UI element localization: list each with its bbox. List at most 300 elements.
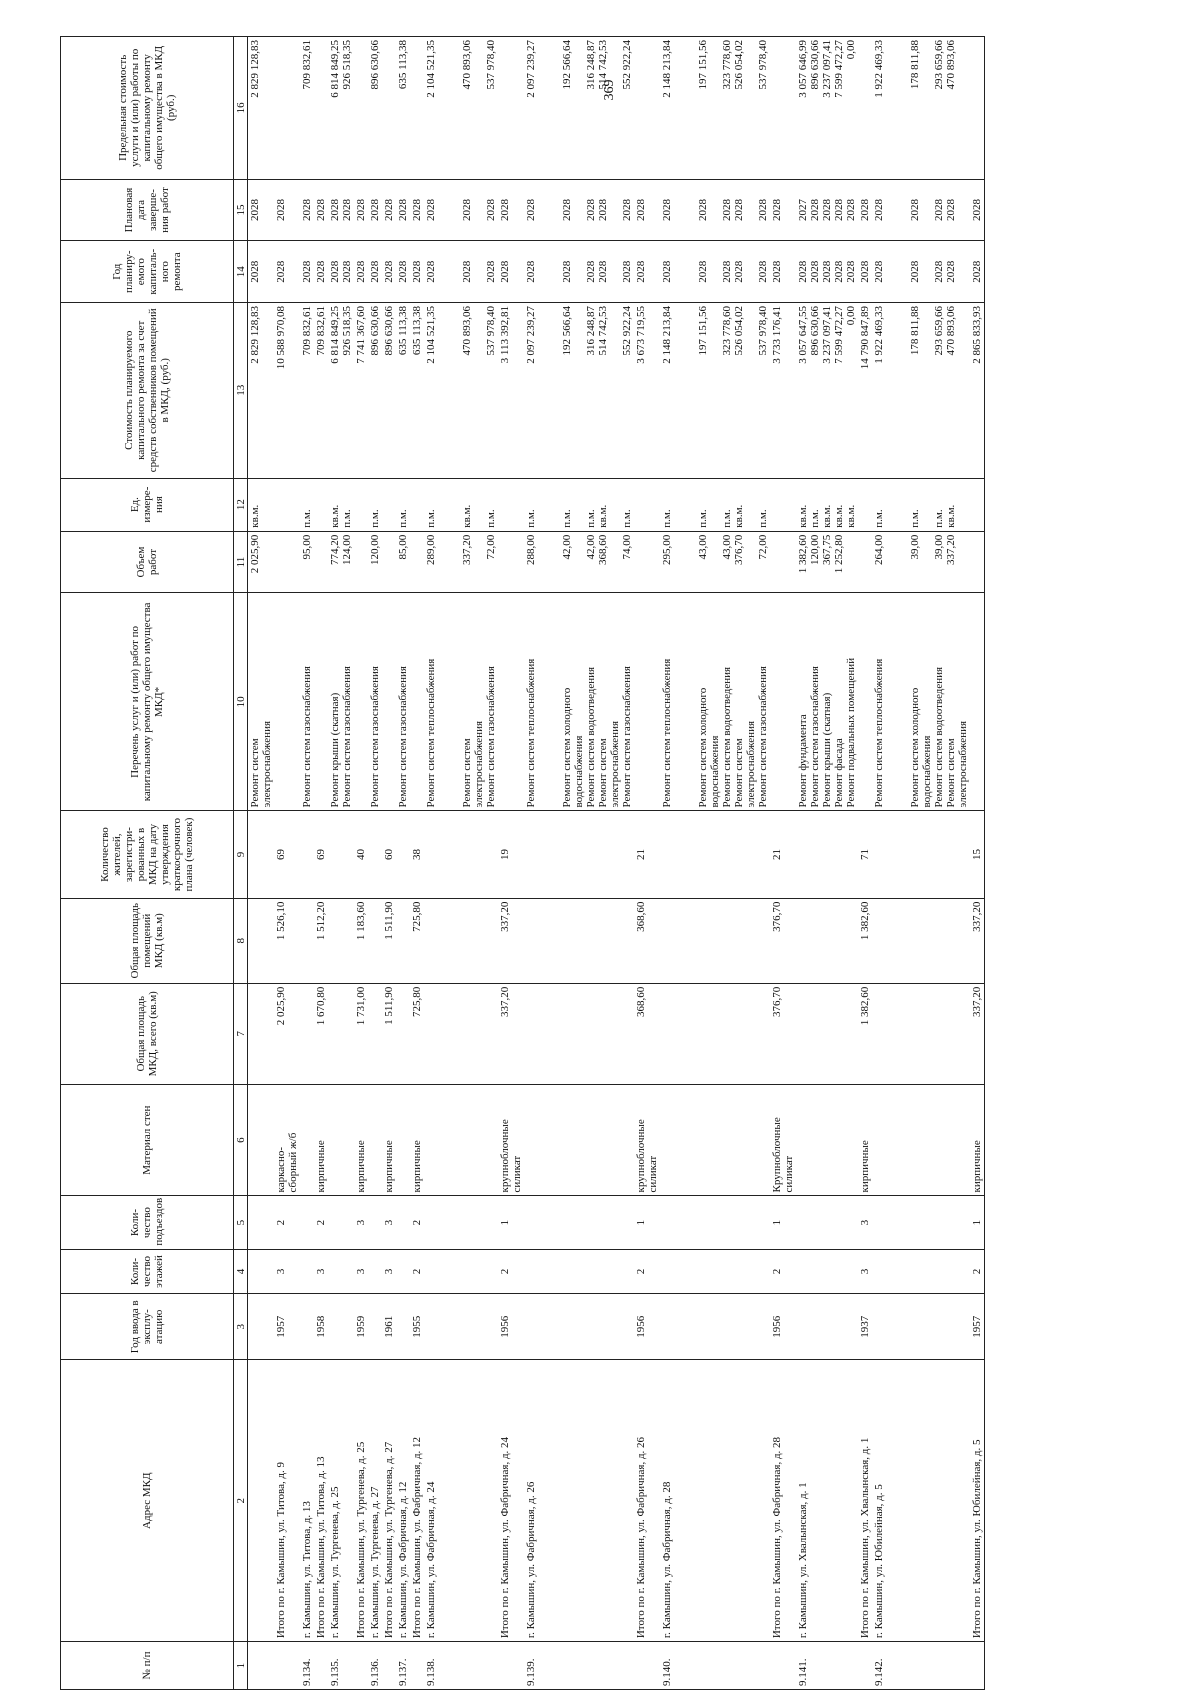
column-number-1: 1 xyxy=(234,1642,248,1690)
cell-line xyxy=(971,1645,983,1686)
cell-line: 2028 xyxy=(697,260,709,283)
cell-line xyxy=(397,814,409,894)
page-number: 369 xyxy=(602,79,617,101)
cell-line: 40 xyxy=(355,849,367,861)
cell-col-7 xyxy=(300,983,314,1084)
cell-line: 2 xyxy=(315,1219,327,1226)
cell-line: 2028 xyxy=(933,199,945,221)
cell-line: 60 xyxy=(383,849,395,861)
cell-line: 39,00 xyxy=(909,534,921,560)
cell-col-13 xyxy=(634,303,660,479)
cell-line xyxy=(661,1253,673,1291)
cell-line: 2028 xyxy=(621,260,633,283)
cell-line xyxy=(673,535,685,590)
cell-col-4 xyxy=(248,1249,275,1294)
cell-col-2 xyxy=(368,1360,382,1642)
cell-line xyxy=(897,244,909,299)
cell-line xyxy=(425,1297,437,1356)
cell-col-5 xyxy=(634,1196,660,1249)
cell-line xyxy=(425,1199,437,1245)
cell-col-16 xyxy=(872,37,970,180)
cell-line xyxy=(275,535,287,590)
cell-col-10 xyxy=(328,593,354,811)
cell-line xyxy=(301,1253,313,1291)
column-header-3: Год ввода в эксплу-атацию xyxy=(61,1294,234,1360)
cell-line xyxy=(709,482,721,528)
cell-col-15 xyxy=(354,179,368,241)
cell-line xyxy=(897,596,909,807)
cell-line xyxy=(745,306,757,475)
cell-col-16 xyxy=(328,37,354,180)
cell-line: 2028 xyxy=(585,199,597,221)
cell-line xyxy=(537,183,549,238)
cell-line: 2028 xyxy=(845,260,857,283)
cell-line: 2 025,90 xyxy=(249,534,261,574)
column-header-9: Количество жителей, зарегистри-рованных в МКД на дату утверждения краткосрочного плана (человек) xyxy=(61,811,234,898)
cell-line: Итого по г. Камышин, ул. Хвалынская, д. 1 xyxy=(859,1437,871,1639)
cell-line: 1 922 469,33 xyxy=(873,306,885,364)
cell-line: 2028 xyxy=(597,199,609,221)
cell-line: 1956 xyxy=(771,1315,783,1338)
cell-line: водоснабжения xyxy=(709,735,721,808)
cell-line xyxy=(885,596,897,807)
cell-line xyxy=(673,244,685,299)
cell-line xyxy=(885,244,897,299)
column-header-1: № п/п xyxy=(61,1642,234,1690)
cell-col-5 xyxy=(498,1196,524,1249)
cell-line: 120,00 xyxy=(369,534,381,565)
cell-col-5 xyxy=(354,1196,368,1249)
cell-line: 9.142. xyxy=(873,1658,885,1686)
cell-line xyxy=(249,1645,261,1686)
cell-line xyxy=(661,1297,673,1356)
column-header-13: Стоимость планируемого капитального ремонта за счет средств собственников помещений в МКД, (руб.) xyxy=(61,303,234,479)
cell-col-3 xyxy=(354,1294,368,1360)
cell-col-10 xyxy=(274,593,300,811)
header-row xyxy=(61,37,234,1690)
cell-col-16 xyxy=(660,37,770,180)
cell-line: кв.м. xyxy=(329,504,341,528)
cell-line: 2028 xyxy=(757,260,769,283)
cell-line: Ремонт систем теплоснабжения xyxy=(425,658,437,808)
cell-line xyxy=(971,40,983,176)
cell-col-6 xyxy=(314,1084,328,1196)
cell-col-5 xyxy=(524,1196,634,1249)
cell-line xyxy=(537,306,549,475)
cell-line: 2028 xyxy=(561,260,573,283)
column-number-8: 8 xyxy=(234,898,248,983)
cell-line: 9.134. xyxy=(301,1658,313,1686)
cell-col-1 xyxy=(300,1642,314,1690)
cell-col-1 xyxy=(424,1642,498,1690)
cell-line: 2028 xyxy=(355,260,367,283)
cell-line: 368,60 xyxy=(597,534,609,565)
cell-line xyxy=(525,1088,537,1193)
cell-line: 3 xyxy=(315,1268,327,1275)
cell-line xyxy=(921,535,933,590)
cell-col-15 xyxy=(410,179,424,241)
cell-col-6 xyxy=(368,1084,382,1196)
cell-line xyxy=(745,40,757,176)
cell-line xyxy=(921,306,933,475)
cell-col-10 xyxy=(410,593,424,811)
cell-col-9 xyxy=(396,811,410,898)
cell-line: 337,20 xyxy=(499,901,511,932)
cell-col-2 xyxy=(970,1360,985,1642)
cell-line: 896 630,66 xyxy=(369,306,381,356)
cell-col-9 xyxy=(368,811,382,898)
cell-col-7 xyxy=(498,983,524,1084)
table-row xyxy=(770,37,796,1690)
cell-line xyxy=(301,1088,313,1193)
cell-line: силикат xyxy=(647,1155,659,1193)
cell-line: 2 829 128,83 xyxy=(249,306,261,364)
cell-line: сборный ж/б xyxy=(287,1132,299,1193)
cell-col-16 xyxy=(410,37,424,180)
cell-col-2 xyxy=(872,1360,970,1642)
cell-line xyxy=(921,183,933,238)
cell-line: 2028 xyxy=(971,199,983,221)
cell-line xyxy=(411,40,423,176)
cell-col-13 xyxy=(770,303,796,479)
cell-line: 2028 xyxy=(275,199,287,221)
cell-line: 2028 xyxy=(933,260,945,283)
cell-col-1 xyxy=(354,1642,368,1690)
cell-line xyxy=(525,902,537,980)
cell-col-6 xyxy=(328,1084,354,1196)
cell-line: кирпичные xyxy=(315,1140,327,1193)
cell-line: 9.135. xyxy=(329,1658,341,1686)
cell-col-8 xyxy=(328,898,354,983)
cell-line: 2028 xyxy=(859,199,871,221)
cell-line: 367,75 xyxy=(821,534,833,565)
table-row xyxy=(498,37,524,1690)
cell-line xyxy=(573,535,585,590)
cell-line: 2 148 213,84 xyxy=(661,40,673,98)
cell-col-12 xyxy=(274,478,300,531)
cell-col-16 xyxy=(382,37,396,180)
cell-line xyxy=(355,596,367,807)
cell-line: г. Камышин, ул. Юбилейная, д. 5 xyxy=(873,1484,885,1639)
cell-col-15 xyxy=(248,179,275,241)
cell-col-1 xyxy=(314,1642,328,1690)
cell-line xyxy=(709,183,721,238)
cell-line xyxy=(635,535,647,590)
cell-line: Итого по г. Камышин, ул. Юбилейная, д. 5 xyxy=(971,1439,983,1639)
cell-col-11 xyxy=(858,531,872,593)
cell-line xyxy=(685,306,697,475)
cell-line: 69 xyxy=(275,849,287,861)
cell-line: 2028 xyxy=(661,199,673,221)
cell-col-3 xyxy=(770,1294,796,1360)
column-number-3: 3 xyxy=(234,1294,248,1360)
cell-line: Ремонт систем xyxy=(733,738,745,808)
cell-col-8 xyxy=(314,898,328,983)
cell-line xyxy=(355,535,367,590)
cell-line: 1961 xyxy=(383,1315,395,1338)
cell-line: водоснабжения xyxy=(573,735,585,808)
cell-col-2 xyxy=(796,1360,858,1642)
cell-line: 6 814 849,25 xyxy=(329,40,341,98)
cell-line: Ремонт систем газоснабжения xyxy=(301,666,313,808)
cell-line xyxy=(971,535,983,590)
cell-col-14 xyxy=(424,241,498,303)
cell-line: 2028 xyxy=(809,260,821,283)
cell-line xyxy=(383,535,395,590)
cell-line: 2028 xyxy=(635,199,647,221)
cell-line: 2028 xyxy=(341,199,353,221)
cell-line: 2028 xyxy=(425,199,437,221)
cell-col-11 xyxy=(396,531,410,593)
cell-line xyxy=(369,1297,381,1356)
cell-line: кирпичные xyxy=(859,1140,871,1193)
cell-line: 2028 xyxy=(525,199,537,221)
cell-line: 2027 xyxy=(797,199,809,221)
cell-line xyxy=(369,814,381,894)
cell-line: 2028 xyxy=(909,199,921,221)
cell-line: 1 252,80 xyxy=(833,534,845,574)
cell-col-10 xyxy=(872,593,970,811)
cell-line: 72,00 xyxy=(485,534,497,560)
cell-col-8 xyxy=(248,898,275,983)
cell-col-12 xyxy=(970,478,985,531)
cell-line xyxy=(397,987,409,1081)
cell-col-1 xyxy=(410,1642,424,1690)
cell-line: 9.138. xyxy=(425,1658,437,1686)
cell-line: 316 248,87 xyxy=(585,306,597,356)
cell-line: 178 811,88 xyxy=(909,40,921,90)
cell-col-6 xyxy=(796,1084,858,1196)
cell-line: 2 829 128,83 xyxy=(249,40,261,98)
cell-line: Ремонт систем xyxy=(249,738,261,808)
cell-line: 2 xyxy=(411,1268,423,1275)
cell-col-12 xyxy=(368,478,382,531)
cell-line: Итого по г. Камышин, ул. Фабричная, д. 24 xyxy=(499,1436,511,1639)
cell-line: Ремонт систем xyxy=(597,738,609,808)
table-row xyxy=(396,37,410,1690)
cell-line xyxy=(549,596,561,807)
cell-col-13 xyxy=(382,303,396,479)
cell-line: 1 526,10 xyxy=(275,901,287,941)
cell-line: 2 xyxy=(499,1268,511,1275)
cell-line: Ремонт систем xyxy=(945,738,957,808)
cell-col-8 xyxy=(382,898,396,983)
cell-line: 9.137. xyxy=(397,1658,409,1686)
cell-col-7 xyxy=(424,983,498,1084)
cell-col-5 xyxy=(396,1196,410,1249)
cell-line: 3 xyxy=(275,1268,287,1275)
cell-col-4 xyxy=(300,1249,314,1294)
cell-line: 1 511,90 xyxy=(383,901,395,940)
cell-col-1 xyxy=(498,1642,524,1690)
cell-line xyxy=(549,183,561,238)
cell-line xyxy=(437,535,449,590)
cell-line xyxy=(301,987,313,1081)
cell-line xyxy=(249,1363,261,1638)
cell-line: 1 670,80 xyxy=(315,986,327,1026)
cell-line xyxy=(885,306,897,475)
cell-line: кирпичные xyxy=(411,1140,423,1193)
cell-line: 725,80 xyxy=(411,901,423,932)
cell-col-6 xyxy=(382,1084,396,1196)
column-header-14: Год планиру-емого капиталь-ного ремонта xyxy=(61,241,234,303)
cell-col-3 xyxy=(858,1294,872,1360)
cell-col-1 xyxy=(274,1642,300,1690)
cell-line: 192 566,64 xyxy=(561,40,573,90)
cell-line xyxy=(249,902,261,980)
cell-line: 2028 xyxy=(945,260,957,283)
cell-col-1 xyxy=(858,1642,872,1690)
cell-line: п.м. xyxy=(485,509,497,528)
cell-line: 293 659,66 xyxy=(933,306,945,356)
cell-line: кирпичные xyxy=(383,1140,395,1193)
cell-line: 537 978,40 xyxy=(485,40,497,90)
cell-col-8 xyxy=(660,898,770,983)
table-row xyxy=(314,37,328,1690)
cell-line: 2028 xyxy=(315,260,327,283)
cell-col-13 xyxy=(396,303,410,479)
cell-col-6 xyxy=(396,1084,410,1196)
cell-line: силикат xyxy=(511,1155,523,1193)
cell-col-13 xyxy=(524,303,634,479)
cell-col-13 xyxy=(970,303,985,479)
cell-line xyxy=(797,814,809,894)
cell-line xyxy=(249,987,261,1081)
cell-col-12 xyxy=(396,478,410,531)
cell-line: 3 237 097,41 xyxy=(821,306,833,364)
cell-line xyxy=(473,183,485,238)
cell-col-8 xyxy=(872,898,970,983)
cell-col-9 xyxy=(354,811,368,898)
cell-col-9 xyxy=(970,811,985,898)
cell-col-4 xyxy=(424,1249,498,1294)
cell-col-4 xyxy=(314,1249,328,1294)
cell-col-10 xyxy=(396,593,410,811)
cell-col-15 xyxy=(634,179,660,241)
cell-line: 1 511,90 xyxy=(383,986,395,1025)
cell-line xyxy=(449,596,461,807)
table-row xyxy=(328,37,354,1690)
cell-line: Ремонт систем газоснабжения xyxy=(397,666,409,808)
cell-col-15 xyxy=(770,179,796,241)
cell-line: 1957 xyxy=(971,1315,983,1338)
cell-col-10 xyxy=(970,593,985,811)
cell-line: п.м. xyxy=(933,509,945,528)
cell-col-14 xyxy=(382,241,396,303)
column-number-4: 4 xyxy=(234,1249,248,1294)
cell-line xyxy=(249,1088,261,1193)
cell-col-9 xyxy=(382,811,396,898)
cell-line: п.м. xyxy=(757,509,769,528)
cell-line: 288,00 xyxy=(525,534,537,565)
cell-col-15 xyxy=(872,179,970,241)
cell-col-15 xyxy=(970,179,985,241)
cell-col-13 xyxy=(410,303,424,479)
cell-line: п.м. xyxy=(397,509,409,528)
cell-line: силикат xyxy=(783,1155,795,1193)
cell-col-6 xyxy=(524,1084,634,1196)
cell-col-7 xyxy=(796,983,858,1084)
cell-col-1 xyxy=(660,1642,770,1690)
cell-line: Ремонт систем теплоснабжения xyxy=(873,658,885,808)
cell-line xyxy=(329,1199,341,1245)
cell-line: 295,00 xyxy=(661,534,673,565)
cell-line: 926 518,35 xyxy=(341,306,353,356)
cell-line: 39,00 xyxy=(933,534,945,560)
table-row xyxy=(796,37,858,1690)
cell-col-7 xyxy=(382,983,396,1084)
cell-line: 14 790 847,89 xyxy=(859,306,871,370)
cell-line: 2028 xyxy=(971,260,983,283)
cell-col-14 xyxy=(634,241,660,303)
cell-col-6 xyxy=(872,1084,970,1196)
cell-line: 337,20 xyxy=(971,901,983,932)
cell-col-13 xyxy=(328,303,354,479)
column-header-7: Общая площадь МКД, всего (кв.м) xyxy=(61,983,234,1084)
cell-line xyxy=(437,40,449,176)
cell-line xyxy=(249,1297,261,1356)
cell-line: 2028 xyxy=(635,260,647,283)
cell-line: 3 733 176,41 xyxy=(771,306,783,364)
column-number-13: 13 xyxy=(234,303,248,479)
cell-line xyxy=(329,902,341,980)
cell-line: 2028 xyxy=(355,199,367,221)
column-header-4: Коли-чество этажей xyxy=(61,1249,234,1294)
cell-col-11 xyxy=(796,531,858,593)
table-body xyxy=(248,37,985,1690)
cell-col-8 xyxy=(796,898,858,983)
cell-col-2 xyxy=(314,1360,328,1642)
cell-line: 1 731,00 xyxy=(355,986,367,1026)
cell-line: кв.м. xyxy=(597,504,609,528)
cell-col-4 xyxy=(274,1249,300,1294)
cell-line: 2028 xyxy=(525,260,537,283)
cell-line xyxy=(957,40,969,176)
cell-line: кирпичные xyxy=(971,1140,983,1193)
cell-col-16 xyxy=(354,37,368,180)
cell-line: 2028 xyxy=(809,199,821,221)
cell-line: 537 978,40 xyxy=(485,306,497,356)
cell-col-2 xyxy=(248,1360,275,1642)
cell-line: 3 673 719,55 xyxy=(635,306,647,364)
cell-col-15 xyxy=(300,179,314,241)
cell-col-15 xyxy=(274,179,300,241)
cell-line xyxy=(921,40,933,176)
cell-line xyxy=(673,183,685,238)
cell-line xyxy=(673,306,685,475)
cell-col-12 xyxy=(410,478,424,531)
cell-line xyxy=(673,40,685,176)
cell-col-2 xyxy=(274,1360,300,1642)
cell-line xyxy=(449,535,461,590)
cell-col-11 xyxy=(424,531,498,593)
cell-line xyxy=(549,482,561,528)
cell-line: 21 xyxy=(635,849,647,861)
cell-col-15 xyxy=(424,179,498,241)
cell-line xyxy=(275,40,287,176)
cell-line xyxy=(771,40,783,176)
cell-line: 537 978,40 xyxy=(757,40,769,90)
cell-line xyxy=(437,183,449,238)
cell-col-14 xyxy=(300,241,314,303)
cell-col-6 xyxy=(248,1084,275,1196)
cell-line: Ремонт систем холодного xyxy=(697,687,709,808)
cell-col-10 xyxy=(858,593,872,811)
cell-line: Ремонт подвальных помещений xyxy=(845,657,857,808)
cell-col-2 xyxy=(424,1360,498,1642)
cell-col-16 xyxy=(368,37,382,180)
cell-line: 323 778,60 xyxy=(721,40,733,90)
